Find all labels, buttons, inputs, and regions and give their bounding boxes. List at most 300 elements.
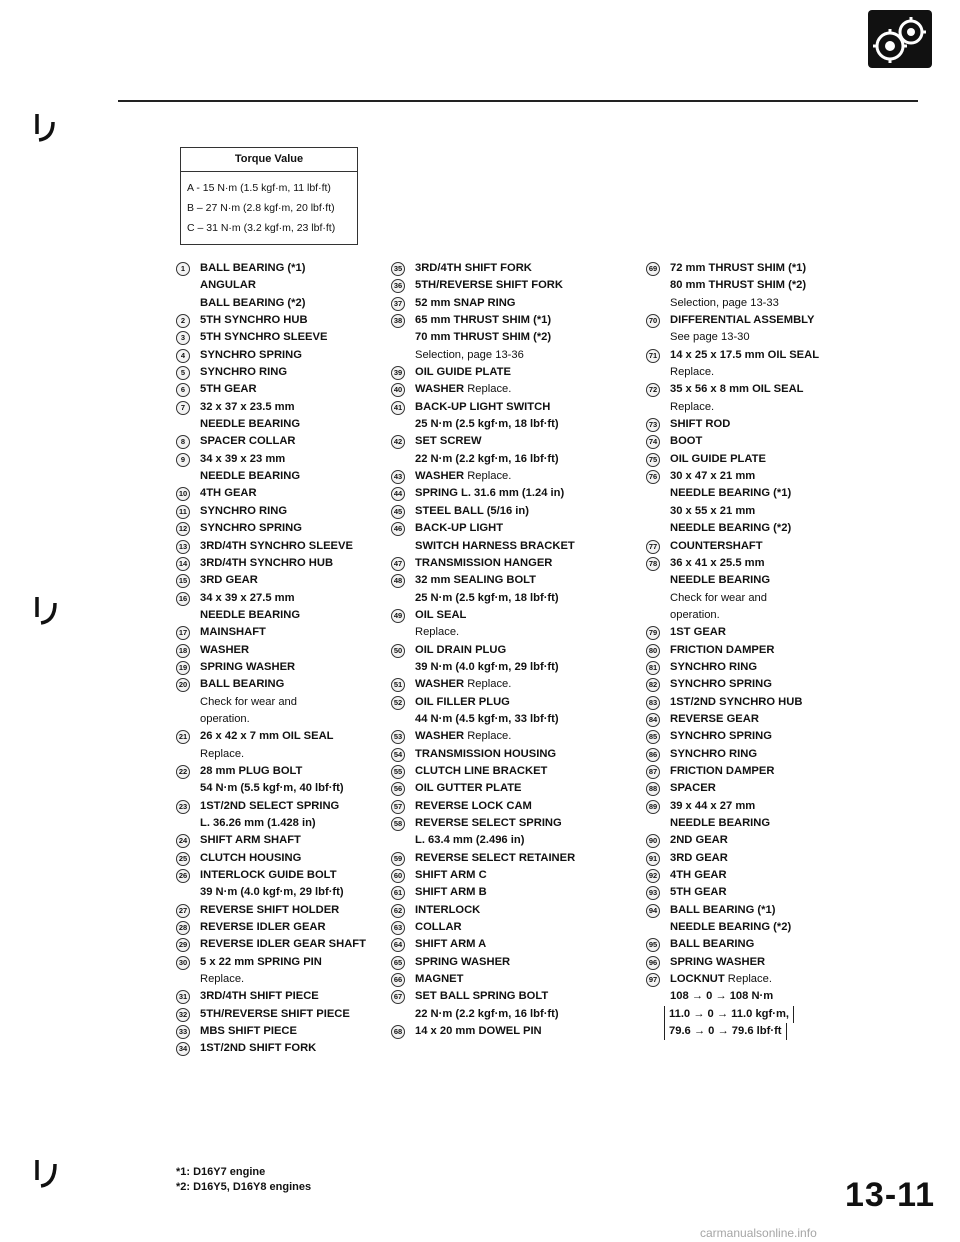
part-number-badge: 41 bbox=[391, 401, 405, 415]
part-name: MAGNET bbox=[415, 973, 464, 986]
part-name: 52 mm SNAP RING bbox=[415, 296, 516, 309]
part-name: WASHER bbox=[415, 470, 465, 483]
part-note: operation. bbox=[200, 712, 250, 725]
part-name: 5TH/REVERSE SHIFT PIECE bbox=[200, 1007, 350, 1020]
part-item bbox=[176, 260, 366, 312]
part-replace-note: Replace. bbox=[464, 383, 512, 396]
part-item bbox=[391, 642, 621, 677]
part-name: 5 x 22 mm SPRING PIN bbox=[200, 955, 322, 968]
part-item bbox=[646, 711, 886, 728]
part-number-badge: 96 bbox=[646, 956, 660, 970]
part-item bbox=[391, 694, 621, 729]
part-name: 5TH GEAR bbox=[670, 886, 727, 899]
part-name: STEEL BALL (5/16 in) bbox=[415, 504, 529, 517]
part-number-badge: 88 bbox=[646, 782, 660, 796]
part-number-badge: 32 bbox=[176, 1008, 190, 1022]
part-item bbox=[646, 936, 886, 953]
part-note: 22 N·m (2.2 kgf·m, 16 lbf·ft) bbox=[415, 1007, 559, 1020]
part-item bbox=[646, 260, 886, 312]
parts-list-column-3 bbox=[646, 260, 886, 1040]
part-item bbox=[646, 433, 886, 450]
part-name: SHIFT ARM C bbox=[415, 869, 487, 882]
part-item bbox=[176, 902, 366, 919]
part-name: 26 x 42 x 7 mm OIL SEAL bbox=[200, 730, 334, 743]
part-note: L. 63.4 mm (2.496 in) bbox=[415, 834, 525, 847]
part-note: BALL BEARING (*2) bbox=[200, 296, 306, 309]
part-item bbox=[391, 936, 621, 953]
parts-list-column-1 bbox=[176, 260, 366, 1058]
part-number-badge: 79 bbox=[646, 626, 660, 640]
part-number-badge: 57 bbox=[391, 800, 405, 814]
part-number-badge: 90 bbox=[646, 834, 660, 848]
part-item bbox=[646, 468, 886, 537]
part-item bbox=[176, 1006, 366, 1023]
part-item bbox=[646, 451, 886, 468]
part-item bbox=[176, 850, 366, 867]
part-number-badge: 13 bbox=[176, 540, 190, 554]
part-number-badge: 40 bbox=[391, 383, 405, 397]
part-item bbox=[176, 503, 366, 520]
part-item bbox=[646, 780, 886, 797]
part-item bbox=[391, 850, 621, 867]
part-name: FRICTION DAMPER bbox=[670, 643, 775, 656]
part-note: Check for wear and bbox=[670, 591, 768, 604]
part-note: 30 x 55 x 21 mm bbox=[670, 504, 756, 517]
part-note bbox=[670, 1023, 886, 1040]
part-note: 39 N·m (4.0 kgf·m, 29 lbf·ft) bbox=[200, 886, 344, 899]
part-number-badge: 23 bbox=[176, 800, 190, 814]
part-number-badge: 33 bbox=[176, 1025, 190, 1039]
part-name: 1ST/2ND SHIFT FORK bbox=[200, 1042, 317, 1055]
engine-footnotes bbox=[176, 1165, 311, 1195]
part-number-badge: 58 bbox=[391, 817, 405, 831]
part-note: L. 36.26 mm (1.428 in) bbox=[200, 817, 316, 829]
part-name: COUNTERSHAFT bbox=[670, 539, 763, 552]
part-note: 80 mm THRUST SHIM (*2) bbox=[670, 279, 807, 292]
part-item bbox=[646, 416, 886, 433]
part-note: 54 N·m (5.5 kgf·m, 40 lbf·ft) bbox=[200, 782, 344, 795]
part-name: WASHER bbox=[415, 678, 465, 691]
part-name: 32 mm SEALING BOLT bbox=[415, 574, 537, 587]
part-note: 44 N·m (4.5 kgf·m, 33 lbf·ft) bbox=[415, 712, 559, 725]
part-number-badge: 68 bbox=[391, 1025, 405, 1039]
part-item bbox=[646, 884, 886, 901]
part-item bbox=[391, 971, 621, 988]
part-name: 3RD/4TH SYNCHRO HUB bbox=[200, 556, 334, 569]
part-number-badge: 73 bbox=[646, 418, 660, 432]
part-number-badge: 15 bbox=[176, 574, 190, 588]
part-item bbox=[391, 902, 621, 919]
part-item bbox=[391, 815, 621, 850]
part-number-badge: 3 bbox=[176, 331, 190, 345]
part-name: SPRING WASHER bbox=[200, 660, 296, 673]
part-name: SHIFT ARM SHAFT bbox=[200, 834, 301, 847]
part-name: 32 x 37 x 23.5 mm bbox=[200, 400, 295, 413]
part-name: SHIFT ARM B bbox=[415, 886, 487, 899]
part-item bbox=[646, 850, 886, 867]
part-name: CLUTCH LINE BRACKET bbox=[415, 764, 548, 777]
part-item bbox=[391, 485, 621, 502]
part-number-badge: 36 bbox=[391, 279, 405, 293]
part-name: BALL BEARING bbox=[200, 678, 285, 691]
part-name: SPRING WASHER bbox=[670, 955, 766, 968]
part-name: INTERLOCK GUIDE BOLT bbox=[200, 869, 337, 882]
part-item bbox=[391, 867, 621, 884]
part-number-badge: 80 bbox=[646, 644, 660, 658]
part-number-badge: 92 bbox=[646, 869, 660, 883]
part-item bbox=[646, 555, 886, 624]
part-name: REVERSE GEAR bbox=[670, 712, 759, 725]
part-name: SPACER bbox=[670, 782, 716, 795]
part-name: 28 mm PLUG BOLT bbox=[200, 764, 303, 777]
part-item bbox=[176, 954, 366, 989]
part-number-badge: 53 bbox=[391, 730, 405, 744]
part-number-badge: 5 bbox=[176, 366, 190, 380]
part-item bbox=[176, 832, 366, 849]
part-item bbox=[176, 642, 366, 659]
part-item bbox=[391, 433, 621, 468]
part-number-badge: 83 bbox=[646, 696, 660, 710]
part-name: 3RD GEAR bbox=[200, 574, 258, 587]
part-number-badge: 63 bbox=[391, 921, 405, 935]
part-note: ANGULAR bbox=[200, 279, 256, 292]
part-number-badge: 18 bbox=[176, 644, 190, 658]
part-item bbox=[646, 659, 886, 676]
part-number-badge: 72 bbox=[646, 383, 660, 397]
part-replace-note: Replace. bbox=[464, 470, 512, 483]
part-number-badge: 10 bbox=[176, 487, 190, 501]
part-number-badge: 7 bbox=[176, 401, 190, 415]
part-number-badge: 38 bbox=[391, 314, 405, 328]
transmission-gear-icon bbox=[868, 10, 932, 68]
part-replace-note: Replace. bbox=[724, 973, 772, 986]
part-item bbox=[176, 364, 366, 381]
part-number-badge: 24 bbox=[176, 834, 190, 848]
part-number-badge: 30 bbox=[176, 956, 190, 970]
part-item bbox=[646, 798, 886, 833]
part-item bbox=[176, 538, 366, 555]
part-item bbox=[391, 399, 621, 434]
part-item bbox=[646, 746, 886, 763]
part-item bbox=[646, 694, 886, 711]
part-number-badge: 31 bbox=[176, 990, 190, 1004]
part-name: 34 x 39 x 23 mm bbox=[200, 452, 286, 465]
part-number-badge: 8 bbox=[176, 435, 190, 449]
part-name: OIL GUIDE PLATE bbox=[670, 452, 766, 465]
part-name: 5TH/REVERSE SHIFT FORK bbox=[415, 279, 563, 292]
binding-bracket-top bbox=[33, 112, 61, 142]
part-number-badge: 87 bbox=[646, 765, 660, 779]
part-item bbox=[646, 728, 886, 745]
part-item bbox=[646, 763, 886, 780]
part-item bbox=[391, 954, 621, 971]
part-name: INTERLOCK bbox=[415, 903, 481, 916]
part-number-badge: 19 bbox=[176, 661, 190, 675]
part-number-badge: 67 bbox=[391, 990, 405, 1004]
part-number-badge: 17 bbox=[176, 626, 190, 640]
part-name: SYNCHRO RING bbox=[670, 747, 758, 760]
part-number-badge: 14 bbox=[176, 557, 190, 571]
binding-bracket-bottom bbox=[33, 1158, 61, 1188]
part-name: 1ST/2ND SELECT SPRING bbox=[200, 799, 340, 812]
part-number-badge: 65 bbox=[391, 956, 405, 970]
part-name: 4TH GEAR bbox=[670, 869, 727, 882]
part-item bbox=[391, 260, 621, 277]
part-note bbox=[670, 1006, 886, 1023]
part-number-badge: 27 bbox=[176, 904, 190, 918]
part-name: SET SCREW bbox=[415, 435, 482, 448]
part-name: 35 x 56 x 8 mm OIL SEAL bbox=[670, 383, 804, 396]
part-item bbox=[391, 798, 621, 815]
part-name: 65 mm THRUST SHIM (*1) bbox=[415, 314, 552, 327]
part-number-badge: 39 bbox=[391, 366, 405, 380]
part-name: REVERSE SHIFT HOLDER bbox=[200, 903, 340, 916]
part-note: Replace. bbox=[200, 973, 245, 986]
binding-bracket-middle bbox=[33, 595, 61, 625]
part-note: Replace. bbox=[670, 366, 715, 379]
part-replace-note: Replace. bbox=[464, 730, 512, 743]
part-name: BALL BEARING (*1) bbox=[670, 903, 776, 916]
part-name: DIFFERENTIAL ASSEMBLY bbox=[670, 314, 815, 327]
part-item bbox=[391, 746, 621, 763]
part-number-badge: 2 bbox=[176, 314, 190, 328]
part-number-badge: 56 bbox=[391, 782, 405, 796]
part-name: REVERSE IDLER GEAR SHAFT bbox=[200, 938, 366, 951]
part-name: BACK-UP LIGHT SWITCH bbox=[415, 400, 551, 413]
part-note: 70 mm THRUST SHIM (*2) bbox=[415, 331, 552, 344]
part-item bbox=[391, 780, 621, 797]
part-number-badge: 75 bbox=[646, 453, 660, 467]
part-note: 39 N·m (4.0 kgf·m, 29 lbf·ft) bbox=[415, 660, 559, 673]
part-name: WASHER bbox=[200, 643, 250, 656]
part-name: 1ST GEAR bbox=[670, 626, 726, 639]
part-name: WASHER bbox=[415, 730, 465, 743]
part-item bbox=[646, 381, 886, 416]
part-name: OIL GUIDE PLATE bbox=[415, 366, 511, 379]
part-name: 3RD GEAR bbox=[670, 851, 728, 864]
part-name: 5TH GEAR bbox=[200, 383, 257, 396]
part-number-badge: 62 bbox=[391, 904, 405, 918]
part-item bbox=[646, 971, 886, 1040]
part-item bbox=[391, 607, 621, 642]
part-name: MBS SHIFT PIECE bbox=[200, 1025, 297, 1038]
part-note: 25 N·m (2.5 kgf·m, 18 lbf·ft) bbox=[415, 418, 559, 431]
part-name: 3RD/4TH SHIFT PIECE bbox=[200, 990, 319, 1003]
part-name: OIL SEAL bbox=[415, 608, 467, 621]
part-item bbox=[391, 520, 621, 555]
part-number-badge: 59 bbox=[391, 852, 405, 866]
part-note: NEEDLE BEARING bbox=[200, 608, 301, 621]
part-item bbox=[176, 676, 366, 728]
part-note: NEEDLE BEARING bbox=[200, 470, 301, 483]
part-note: Selection, page 13-33 bbox=[670, 296, 779, 309]
part-number-badge: 49 bbox=[391, 609, 405, 623]
part-note: SWITCH HARNESS BRACKET bbox=[415, 539, 575, 552]
part-item bbox=[176, 451, 366, 486]
part-name: SHIFT ARM A bbox=[415, 938, 487, 951]
part-name: SYNCHRO SPRING bbox=[670, 730, 772, 743]
part-item bbox=[646, 538, 886, 555]
part-number-badge: 91 bbox=[646, 852, 660, 866]
part-number-badge: 44 bbox=[391, 487, 405, 501]
torque-bracket-line: 11.0 → 0 → 11.0 kgf·m, bbox=[664, 1006, 794, 1023]
part-name: OIL GUTTER PLATE bbox=[415, 782, 522, 795]
part-name: 3RD/4TH SHIFT FORK bbox=[415, 262, 532, 274]
part-name: 72 mm THRUST SHIM (*1) bbox=[670, 262, 807, 274]
part-name: 14 x 25 x 17.5 mm OIL SEAL bbox=[670, 348, 820, 361]
part-item bbox=[391, 312, 621, 364]
part-name: OIL DRAIN PLUG bbox=[415, 643, 507, 656]
part-name: SPRING L. 31.6 mm (1.24 in) bbox=[415, 487, 565, 500]
part-item bbox=[176, 485, 366, 502]
part-note: NEEDLE BEARING (*2) bbox=[670, 522, 792, 535]
part-item bbox=[176, 919, 366, 936]
part-item bbox=[391, 988, 621, 1023]
part-name: 30 x 47 x 21 mm bbox=[670, 470, 756, 483]
part-item bbox=[646, 312, 886, 347]
part-number-badge: 97 bbox=[646, 973, 660, 987]
part-name: FRICTION DAMPER bbox=[670, 764, 775, 777]
part-number-badge: 45 bbox=[391, 505, 405, 519]
part-note: NEEDLE BEARING bbox=[670, 817, 771, 829]
part-number-badge: 89 bbox=[646, 800, 660, 814]
torque-bracket-line: 79.6 → 0 → 79.6 lbf·ft bbox=[664, 1023, 787, 1040]
part-name: OIL FILLER PLUG bbox=[415, 695, 510, 708]
part-number-badge: 52 bbox=[391, 696, 405, 710]
part-name: 5TH SYNCHRO HUB bbox=[200, 314, 308, 327]
part-item bbox=[176, 590, 366, 625]
part-item bbox=[391, 884, 621, 901]
part-item bbox=[176, 399, 366, 434]
part-name: BACK-UP LIGHT bbox=[415, 522, 504, 535]
part-number-badge: 29 bbox=[176, 938, 190, 952]
part-name: 3RD/4TH SYNCHRO SLEEVE bbox=[200, 539, 353, 552]
part-name: 39 x 44 x 27 mm bbox=[670, 799, 756, 812]
part-note: Replace. bbox=[200, 747, 245, 760]
part-note: NEEDLE BEARING bbox=[200, 418, 301, 431]
part-item bbox=[646, 867, 886, 884]
part-number-badge: 12 bbox=[176, 522, 190, 536]
part-name: REVERSE SELECT RETAINER bbox=[415, 851, 576, 864]
part-name: 5TH SYNCHRO SLEEVE bbox=[200, 331, 328, 344]
part-number-badge: 50 bbox=[391, 644, 405, 658]
part-item bbox=[391, 728, 621, 745]
part-item bbox=[391, 468, 621, 485]
part-number-badge: 61 bbox=[391, 886, 405, 900]
part-item bbox=[176, 659, 366, 676]
part-name: SET BALL SPRING BOLT bbox=[415, 990, 549, 1003]
part-item bbox=[646, 642, 886, 659]
part-name: 34 x 39 x 27.5 mm bbox=[200, 591, 295, 604]
torque-row-b: B – 27 N·m (2.8 kgf·m, 20 lbf·ft) bbox=[187, 202, 335, 214]
part-number-badge: 71 bbox=[646, 349, 660, 363]
torque-row-a: A - 15 N·m (1.5 kgf·m, 11 lbf·ft) bbox=[187, 182, 331, 194]
part-item bbox=[391, 555, 621, 572]
part-name: MAINSHAFT bbox=[200, 626, 266, 639]
part-number-badge: 74 bbox=[646, 435, 660, 449]
part-note: See page 13-30 bbox=[670, 331, 750, 344]
part-note: NEEDLE BEARING (*2) bbox=[670, 921, 792, 934]
part-item bbox=[176, 988, 366, 1005]
torque-table-title: Torque Value bbox=[181, 148, 357, 172]
part-name: 36 x 41 x 25.5 mm bbox=[670, 556, 765, 569]
part-number-badge: 51 bbox=[391, 678, 405, 692]
part-number-badge: 81 bbox=[646, 661, 660, 675]
part-name: CLUTCH HOUSING bbox=[200, 851, 302, 864]
part-number-badge: 6 bbox=[176, 383, 190, 397]
part-number-badge: 47 bbox=[391, 557, 405, 571]
part-note: 22 N·m (2.2 kgf·m, 16 lbf·ft) bbox=[415, 452, 559, 465]
part-item bbox=[176, 798, 366, 833]
part-name: REVERSE LOCK CAM bbox=[415, 799, 532, 812]
part-item bbox=[646, 676, 886, 693]
part-note: Selection, page 13-36 bbox=[415, 348, 524, 361]
part-item bbox=[391, 763, 621, 780]
part-number-badge: 26 bbox=[176, 869, 190, 883]
part-item bbox=[176, 763, 366, 798]
header-rule bbox=[118, 100, 918, 102]
part-number-badge: 86 bbox=[646, 748, 660, 762]
part-note: NEEDLE BEARING bbox=[670, 574, 771, 587]
torque-value-table bbox=[180, 147, 358, 245]
part-number-badge: 46 bbox=[391, 522, 405, 536]
part-number-badge: 43 bbox=[391, 470, 405, 484]
part-number-badge: 25 bbox=[176, 852, 190, 866]
footnote-2: *2: D16Y5, D16Y8 engines bbox=[176, 1181, 312, 1193]
part-item bbox=[646, 624, 886, 641]
part-name: 14 x 20 mm DOWEL PIN bbox=[415, 1025, 542, 1038]
part-item bbox=[176, 329, 366, 346]
part-note: Check for wear and bbox=[200, 695, 298, 708]
part-number-badge: 28 bbox=[176, 921, 190, 935]
part-number-badge: 35 bbox=[391, 262, 405, 276]
torque-row-c: C – 31 N·m (3.2 kgf·m, 23 lbf·ft) bbox=[187, 222, 336, 234]
part-number-badge: 84 bbox=[646, 713, 660, 727]
part-name: SYNCHRO RING bbox=[200, 504, 288, 517]
part-note: operation. bbox=[670, 608, 720, 621]
part-name: SYNCHRO SPRING bbox=[200, 522, 302, 535]
part-number-badge: 48 bbox=[391, 574, 405, 588]
part-note: NEEDLE BEARING (*1) bbox=[670, 487, 792, 500]
part-item bbox=[391, 572, 621, 607]
part-number-badge: 1 bbox=[176, 262, 190, 276]
part-item bbox=[176, 624, 366, 641]
part-item bbox=[646, 902, 886, 937]
part-name: SYNCHRO RING bbox=[200, 366, 288, 379]
part-item bbox=[391, 503, 621, 520]
footnote-1: *1: D16Y7 engine bbox=[176, 1166, 266, 1178]
part-item bbox=[391, 364, 621, 381]
part-number-badge: 55 bbox=[391, 765, 405, 779]
part-name: 1ST/2ND SYNCHRO HUB bbox=[670, 695, 803, 708]
part-number-badge: 54 bbox=[391, 748, 405, 762]
part-name: WASHER bbox=[415, 383, 465, 396]
part-number-badge: 37 bbox=[391, 297, 405, 311]
part-item bbox=[391, 295, 621, 312]
part-item bbox=[176, 520, 366, 537]
part-name: BALL BEARING bbox=[670, 938, 755, 951]
part-name: TRANSMISSION HANGER bbox=[415, 556, 553, 569]
part-item bbox=[391, 277, 621, 294]
part-item bbox=[176, 867, 366, 902]
part-name: 4TH GEAR bbox=[200, 487, 257, 500]
part-name: SPRING WASHER bbox=[415, 955, 511, 968]
part-name: SYNCHRO SPRING bbox=[670, 678, 772, 691]
part-item bbox=[646, 832, 886, 849]
part-note: 108 → 0 → 108 N·m bbox=[670, 990, 774, 1003]
part-note: Replace. bbox=[670, 400, 715, 413]
part-item bbox=[176, 936, 366, 953]
